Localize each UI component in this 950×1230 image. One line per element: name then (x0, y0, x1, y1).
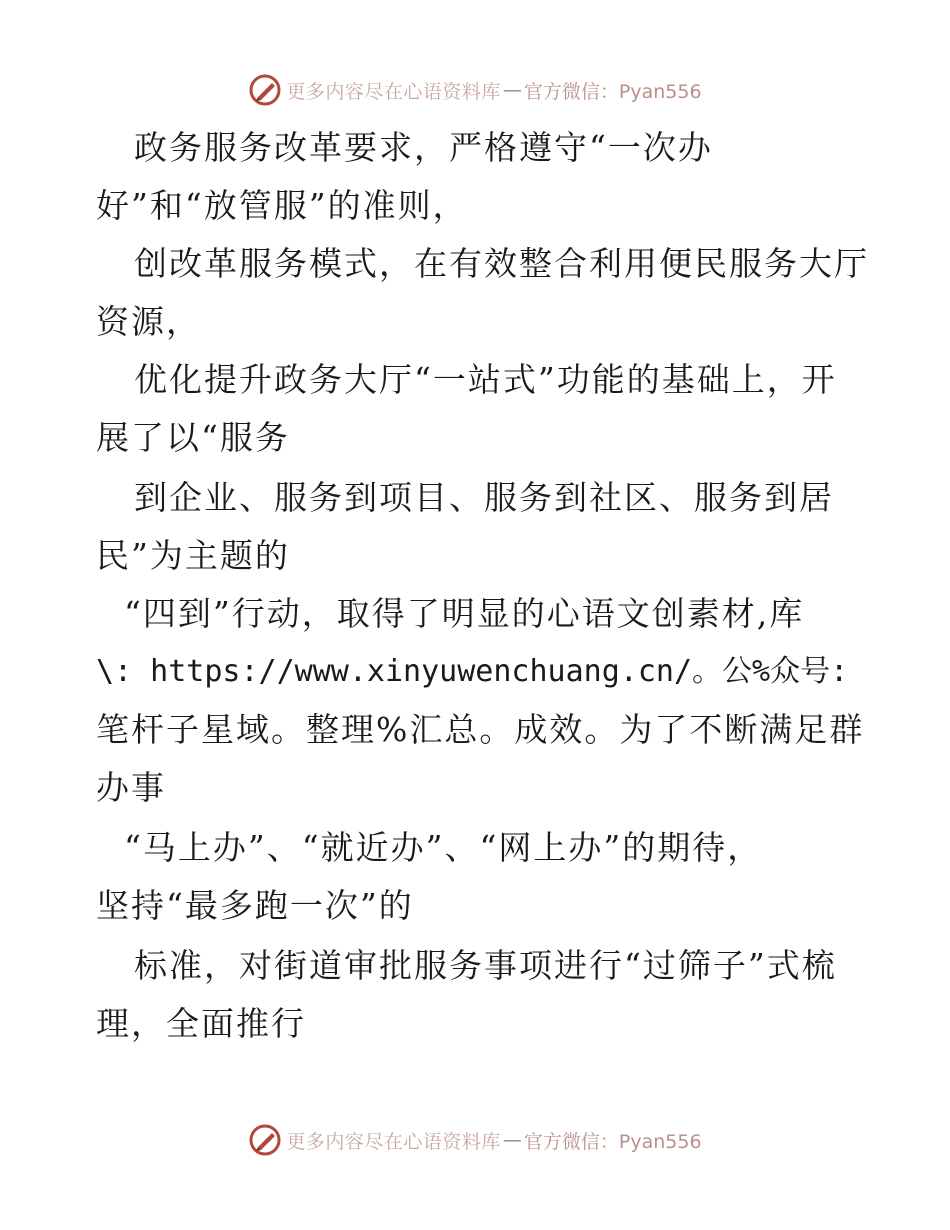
watermark-contact-text: 官方微信：Pyan556 (523, 80, 702, 103)
body-line: 好”和“放管服”的准则， (96, 186, 468, 225)
body-line: 笔杆子星域。整理%汇总。成效。为了不断满足群 (96, 710, 865, 749)
body-line: 坚持“最多跑一次”的 (96, 886, 414, 925)
watermark-contact-text: 官方微信：Pyan556 (523, 1130, 702, 1153)
body-line: 标准，对街道审批服务事项进行“过筛子”式梳 (134, 946, 837, 985)
body-line: 民”为主题的 (96, 536, 290, 575)
body-line: 资源， (96, 302, 201, 341)
body-line: “马上办”、“就近办”、“网上办”的期待， (124, 828, 763, 867)
body-line: 办事 (96, 768, 166, 807)
watermark-dash: — (502, 79, 522, 101)
body-line-url: \: https://www.xinyuwenchuang.cn/。公%众号: (96, 654, 849, 689)
body-line: 到企业、服务到项目、服务到社区、服务到居 (134, 478, 834, 517)
pen-circle-logo-icon (248, 1123, 282, 1157)
footer-watermark (0, 1120, 950, 1160)
pen-circle-logo-icon (248, 73, 282, 107)
watermark-dash: — (502, 1129, 522, 1151)
body-line: “四到”行动，取得了明显的心语文创素材,库 (124, 594, 805, 633)
body-line: 展了以“服务 (96, 418, 290, 457)
header-watermark (0, 70, 950, 110)
body-line: 理，全面推行 (96, 1004, 306, 1043)
body-line: 政务服务改革要求，严格遵守“一次办 (134, 128, 713, 167)
watermark-main-text: 更多内容尽在心语资料库 (286, 1130, 501, 1153)
body-line: 优化提升政务大厅“一站式”功能的基础上，开 (134, 360, 837, 399)
body-line: 创改革服务模式，在有效整合利用便民服务大厅 (134, 244, 869, 283)
watermark-main-text: 更多内容尽在心语资料库 (286, 80, 501, 103)
